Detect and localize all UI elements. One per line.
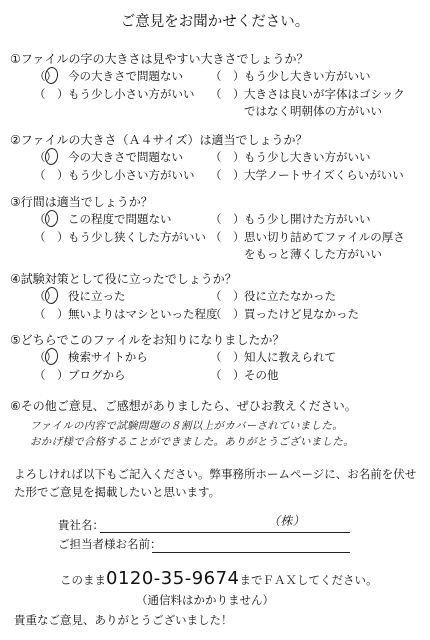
q1-option-smaller[interactable]: （ ）もう少し小さい方がいい: [34, 87, 195, 101]
q1-option-font-cont: ではなく明朝体の方がいい: [244, 104, 382, 118]
question-3: ③行間は適当でしょうか？: [10, 195, 153, 209]
q3-option-compact-cont: をもっと薄くした方がいい: [244, 247, 382, 261]
q4-option-not-useful[interactable]: （ ）役に立たなかった: [210, 289, 336, 303]
company-label: 貴社名：: [58, 518, 104, 532]
q2-option-current-size[interactable]: （ ） 今の大きさで問題ない: [34, 149, 183, 165]
circle-mark-icon: [44, 347, 59, 366]
q3-option-ok[interactable]: （ ） この程度で問題ない: [34, 211, 172, 227]
q4-option-useful[interactable]: （ ） 役に立った: [34, 288, 126, 304]
fax-prefix: このまま: [60, 573, 106, 587]
closing-text: 貴重なご意見、ありがとうございました！: [14, 613, 233, 627]
fax-number: 0120-35-9674: [106, 568, 240, 589]
fax-note: （通信料はかかりません）: [136, 593, 274, 607]
person-underline[interactable]: [152, 552, 350, 553]
q2-option-smaller[interactable]: （ ）もう少し小さい方がいい: [34, 168, 195, 182]
circle-mark-icon: [44, 66, 59, 85]
company-underline: [100, 532, 350, 533]
page-title: ご意見をお聞かせください。: [120, 14, 310, 30]
circle-mark-icon: [44, 147, 59, 166]
q3-option-wider[interactable]: （ ）もう少し開けた方がいい: [210, 212, 371, 226]
q3-option-compact[interactable]: （ ）思い切り詰めてファイルの厚さ: [210, 230, 405, 244]
request-text-line-1: よろしければ以下もご記入ください。弊事務所ホームページに、お名前を伏せ: [14, 467, 417, 481]
request-text-line-2: た形でご意見を掲載したいと思います。: [14, 485, 221, 499]
question-1: ①ファイルの字の大きさは見やすい大きさでしょうか？: [10, 52, 309, 66]
fax-line: [60, 568, 378, 589]
circle-mark-icon: [44, 286, 59, 305]
company-value[interactable]: （株）: [268, 514, 305, 528]
q4-option-better-than-nothing[interactable]: （ ）無いよりはマシといった程度: [34, 307, 218, 321]
handwritten-comment-line-2: おかげ様で合格することができました。ありがとうございました。: [30, 436, 354, 448]
q2-option-bigger[interactable]: （ ）もう少し大きい方がいい: [210, 150, 371, 164]
q5-option-search[interactable]: （ ） 検索サイトから: [34, 349, 148, 365]
question-2: ②ファイルの大きさ（Ａ４サイズ）は適当でしょうか？: [10, 133, 308, 147]
q1-option-bigger[interactable]: （ ）もう少し大きい方がいい: [210, 69, 371, 83]
q5-option-friend[interactable]: （ ）知人に教えられて: [210, 350, 336, 364]
q5-option-other[interactable]: （ ）その他: [210, 368, 279, 382]
q3-option-narrower[interactable]: （ ）もう少し狭くした方がいい: [34, 230, 206, 244]
circle-mark-icon: [44, 209, 59, 228]
question-5: ⑤どちらでこのファイルをお知りになりましたか？: [10, 333, 285, 347]
fax-suffix: までＦＡＸしてください。: [239, 573, 378, 587]
q2-option-notebook[interactable]: （ ）大学ノートサイズくらいがいい: [210, 168, 404, 182]
q4-option-not-read[interactable]: （ ）買ったけど見なかった: [210, 307, 359, 321]
q5-option-blog[interactable]: （ ）ブログから: [34, 368, 126, 382]
person-label: ご担当者様お名前：: [58, 537, 162, 551]
q1-option-current-size[interactable]: （ ） 今の大きさで問題ない: [34, 68, 183, 84]
question-6: ⑥その他ご意見、ご感想がありましたら、ぜひお教えください。: [10, 399, 357, 413]
handwritten-comment-line-1: ファイルの内容で試験問題の８割以上がカバーされていました。: [30, 420, 343, 432]
q1-option-font[interactable]: （ ）大きさは良いが字体はゴシック: [210, 87, 405, 101]
question-4: ④試験対策として役に立ったでしょうか？: [10, 272, 237, 286]
